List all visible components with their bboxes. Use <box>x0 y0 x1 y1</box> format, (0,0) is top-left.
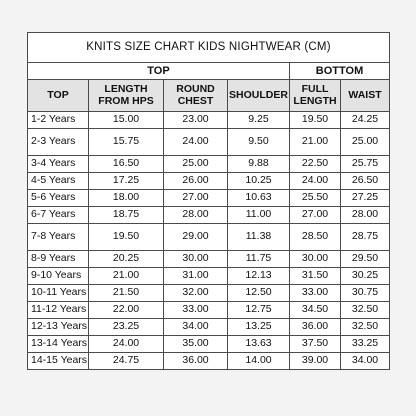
length-cell: 19.50 <box>89 224 164 251</box>
size-cell: 4-5 Years <box>28 173 89 190</box>
table-row <box>28 251 390 268</box>
full-length-cell: 39.00 <box>290 353 341 370</box>
chest-cell: 23.00 <box>164 112 228 129</box>
table-row <box>28 156 390 173</box>
full-length-cell: 30.00 <box>290 251 341 268</box>
shoulder-cell: 9.50 <box>228 129 290 156</box>
full-length-cell: 22.50 <box>290 156 341 173</box>
shoulder-cell: 10.25 <box>228 173 290 190</box>
length-cell: 21.50 <box>89 285 164 302</box>
chest-cell: 32.00 <box>164 285 228 302</box>
full-length-cell: 33.00 <box>290 285 341 302</box>
table-row <box>28 112 390 129</box>
shoulder-cell: 9.25 <box>228 112 290 129</box>
length-cell: 23.25 <box>89 319 164 336</box>
shoulder-cell: 12.75 <box>228 302 290 319</box>
table-row <box>28 190 390 207</box>
waist-cell: 30.75 <box>341 285 390 302</box>
size-cell: 5-6 Years <box>28 190 89 207</box>
chart-title: KNITS SIZE CHART KIDS NIGHTWEAR (CM) <box>28 33 390 63</box>
size-cell: 11-12 Years <box>28 302 89 319</box>
waist-cell: 26.50 <box>341 173 390 190</box>
length-cell: 20.25 <box>89 251 164 268</box>
full-length-cell: 28.50 <box>290 224 341 251</box>
waist-cell: 25.00 <box>341 129 390 156</box>
size-chart-table <box>27 32 390 370</box>
full-length-cell: 27.00 <box>290 207 341 224</box>
waist-cell: 30.25 <box>341 268 390 285</box>
size-cell: 8-9 Years <box>28 251 89 268</box>
column-header-shoulder: SHOULDER <box>228 80 290 112</box>
length-cell: 18.75 <box>89 207 164 224</box>
size-cell: 10-11 Years <box>28 285 89 302</box>
chest-cell: 33.00 <box>164 302 228 319</box>
chest-cell: 36.00 <box>164 353 228 370</box>
chest-cell: 26.00 <box>164 173 228 190</box>
size-cell: 2-3 Years <box>28 129 89 156</box>
shoulder-cell: 13.63 <box>228 336 290 353</box>
full-length-cell: 34.50 <box>290 302 341 319</box>
table-row <box>28 319 390 336</box>
length-cell: 16.50 <box>89 156 164 173</box>
length-cell: 22.00 <box>89 302 164 319</box>
table-row <box>28 173 390 190</box>
column-header-round-chest: ROUND CHEST <box>164 80 228 112</box>
shoulder-cell: 11.75 <box>228 251 290 268</box>
shoulder-cell: 9.88 <box>228 156 290 173</box>
full-length-cell: 19.50 <box>290 112 341 129</box>
full-length-cell: 37.50 <box>290 336 341 353</box>
group-top: TOP <box>28 63 290 80</box>
size-cell: 7-8 Years <box>28 224 89 251</box>
waist-cell: 33.25 <box>341 336 390 353</box>
shoulder-cell: 14.00 <box>228 353 290 370</box>
length-cell: 17.25 <box>89 173 164 190</box>
shoulder-cell: 12.13 <box>228 268 290 285</box>
shoulder-cell: 10.63 <box>228 190 290 207</box>
chest-cell: 35.00 <box>164 336 228 353</box>
chest-cell: 27.00 <box>164 190 228 207</box>
full-length-cell: 24.00 <box>290 173 341 190</box>
length-cell: 24.75 <box>89 353 164 370</box>
column-header-top: TOP <box>28 80 89 112</box>
full-length-cell: 21.00 <box>290 129 341 156</box>
length-cell: 15.00 <box>89 112 164 129</box>
waist-cell: 27.25 <box>341 190 390 207</box>
column-header-waist: WAIST <box>341 80 390 112</box>
shoulder-cell: 12.50 <box>228 285 290 302</box>
group-bottom: BOTTOM <box>290 63 390 80</box>
size-cell: 9-10 Years <box>28 268 89 285</box>
shoulder-cell: 13.25 <box>228 319 290 336</box>
size-cell: 12-13 Years <box>28 319 89 336</box>
length-cell: 18.00 <box>89 190 164 207</box>
size-cell: 14-15 Years <box>28 353 89 370</box>
waist-cell: 32.50 <box>341 319 390 336</box>
size-cell: 13-14 Years <box>28 336 89 353</box>
size-chart <box>27 32 389 370</box>
table-row <box>28 353 390 370</box>
chest-cell: 34.00 <box>164 319 228 336</box>
column-header-length-from-hps: LENGTH FROM HPS <box>89 80 164 112</box>
chest-cell: 31.00 <box>164 268 228 285</box>
waist-cell: 24.25 <box>341 112 390 129</box>
shoulder-cell: 11.00 <box>228 207 290 224</box>
waist-cell: 28.00 <box>341 207 390 224</box>
chest-cell: 24.00 <box>164 129 228 156</box>
waist-cell: 28.75 <box>341 224 390 251</box>
size-cell: 1-2 Years <box>28 112 89 129</box>
table-row <box>28 336 390 353</box>
length-cell: 15.75 <box>89 129 164 156</box>
size-cell: 6-7 Years <box>28 207 89 224</box>
table-row <box>28 207 390 224</box>
length-cell: 24.00 <box>89 336 164 353</box>
chest-cell: 30.00 <box>164 251 228 268</box>
table-row <box>28 285 390 302</box>
waist-cell: 29.50 <box>341 251 390 268</box>
full-length-cell: 36.00 <box>290 319 341 336</box>
waist-cell: 34.00 <box>341 353 390 370</box>
table-row <box>28 224 390 251</box>
chest-cell: 29.00 <box>164 224 228 251</box>
size-cell: 3-4 Years <box>28 156 89 173</box>
full-length-cell: 31.50 <box>290 268 341 285</box>
waist-cell: 32.50 <box>341 302 390 319</box>
table-row <box>28 268 390 285</box>
length-cell: 21.00 <box>89 268 164 285</box>
chest-cell: 25.00 <box>164 156 228 173</box>
full-length-cell: 25.50 <box>290 190 341 207</box>
table-row <box>28 129 390 156</box>
chest-cell: 28.00 <box>164 207 228 224</box>
column-header-full-length: FULL LENGTH <box>290 80 341 112</box>
waist-cell: 25.75 <box>341 156 390 173</box>
table-row <box>28 302 390 319</box>
shoulder-cell: 11.38 <box>228 224 290 251</box>
